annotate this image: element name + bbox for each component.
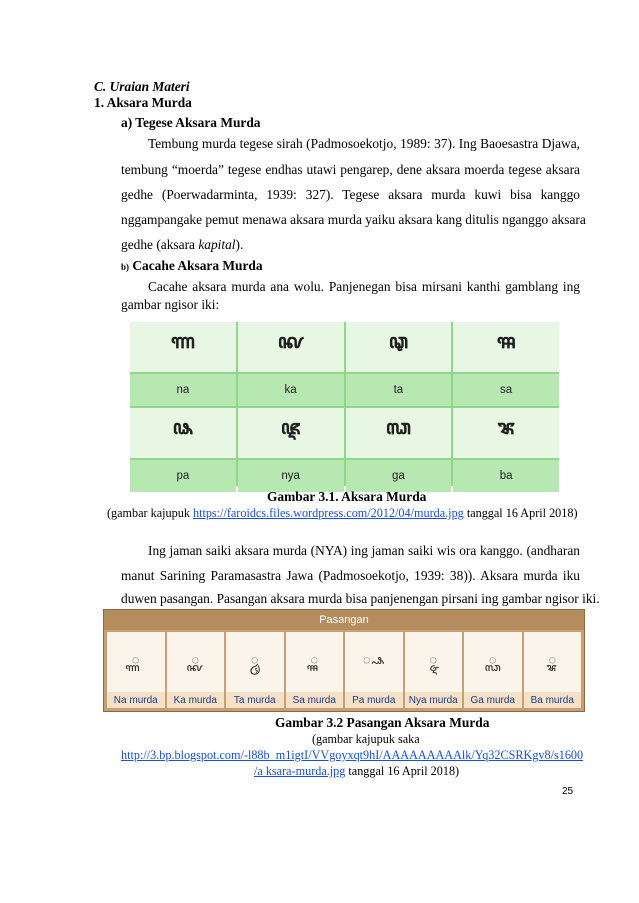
para-a-line: nggampangake pemut menawa aksara murda yaiku aksara kang ditulis nganggo aksara: [121, 212, 586, 227]
para-c-line: duwen pasangan. Pasangan aksara murda bisa panjenengan pirsani ing gambar ngisor iki.: [121, 591, 600, 606]
pasangan-glyph: ꧀ꦦ: [345, 632, 403, 692]
section-heading: C. Uraian Materi: [94, 79, 190, 94]
murda-latin: na: [130, 374, 236, 406]
murda-glyph: ꦨ: [453, 408, 559, 458]
pasangan-label: Na murda: [107, 692, 165, 708]
source-2-link[interactable]: http://3.bp.blogspot.com/-l88b_m1igtI/VVgoyxqt9hI/AAAAAAAAAlk/Yq32CSRKgv8/s1600: [121, 748, 584, 762]
pasangan-label: Pa murda: [345, 692, 403, 708]
murda-latin: nya: [238, 460, 344, 492]
subsection-title: 1. Aksara Murda: [94, 95, 192, 110]
murda-glyph: ꦦ: [130, 408, 236, 458]
para-c-line: manut Sarining Paramasastra Jawa (Padmosoekotjo, 1939: 38)). Aksara murda iku: [121, 568, 580, 583]
pasangan-label: Ta murda: [226, 692, 284, 708]
para-a-line: Tembung murda tegese sirah (Padmosoekotjo, 1989: 37). Ing Baoesastra Djawa,: [148, 136, 580, 151]
pasangan-glyph: ꧀ꦓ: [464, 632, 522, 692]
source-1-suffix: tanggal 16 April 2018): [463, 506, 578, 520]
source-1-link[interactable]: https://faroidcs.files.wordpress.com/2012/04/murda.jpg: [192, 506, 464, 520]
sub-b-marker: b): [121, 262, 130, 272]
para-a-last-line: [121, 237, 243, 253]
sub-b-title-text: Cacahe Aksara Murda: [132, 258, 263, 273]
pasangan-cell: [107, 632, 165, 708]
pasangan-glyph: ꧀ꦡ: [226, 632, 284, 692]
para-b-line: Cacahe aksara murda ana wolu. Panjenegan bisa mirsani kanthi gamblang ing: [148, 279, 580, 294]
para-a-text-end: ).: [235, 237, 244, 252]
pasangan-cell: [464, 632, 522, 708]
pasangan-glyph: ꧀ꦘ: [405, 632, 463, 692]
pasangan-glyph: ꧀ꦟ: [107, 632, 165, 692]
murda-glyph: ꦓ: [346, 408, 452, 458]
figure-source-2-link-line: [121, 747, 583, 763]
pasangan-label: Ba murda: [524, 692, 582, 708]
pasangan-label: Ka murda: [167, 692, 225, 708]
murda-latin: ta: [346, 374, 452, 406]
figure-caption-1: Gambar 3.1. Aksara Murda: [267, 489, 427, 504]
figure-source-2-end: [254, 763, 459, 779]
pasangan-table: [103, 609, 585, 712]
pasangan-glyph: ꧀ꦨ: [524, 632, 582, 692]
pasangan-cell: [226, 632, 284, 708]
pasangan-cell: [345, 632, 403, 708]
murda-glyph: ꦟ: [130, 322, 236, 372]
pasangan-glyph: ꧀ꦑ: [167, 632, 225, 692]
murda-glyph: ꦑ: [238, 322, 344, 372]
source-1-prefix: (gambar kajupuk: [107, 506, 193, 520]
murda-latin: pa: [130, 460, 236, 492]
murda-glyph: ꦯ: [453, 322, 559, 372]
sub-a-title: a) Tegese Aksara Murda: [121, 115, 261, 130]
murda-glyph: ꦡ: [346, 322, 452, 372]
murda-latin: ga: [346, 460, 452, 492]
pasangan-cell: [524, 632, 582, 708]
para-a-italic: kapital: [198, 237, 236, 252]
figure-source-2-intro: (gambar kajupuk saka: [312, 732, 420, 746]
figure-source-1: [107, 505, 578, 521]
aksara-murda-table: [130, 322, 559, 486]
pasangan-cell: [167, 632, 225, 708]
pasangan-cell: [405, 632, 463, 708]
para-a-line: tembung “moerda” tegese endhas utawi pengarep, dene aksara moerda tegese aksara: [121, 162, 580, 177]
murda-latin: ka: [238, 374, 344, 406]
para-a-line: gedhe (Poerwadarminta, 1939: 327). Tegese aksara murda kuwi bisa kanggo: [121, 187, 580, 202]
source-2-link-cont[interactable]: /a ksara-murda.jpg: [254, 764, 346, 778]
figure-caption-2: Gambar 3.2 Pasangan Aksara Murda: [275, 715, 490, 730]
para-a-text: gedhe (aksara: [121, 237, 199, 252]
pasangan-label: Sa murda: [286, 692, 344, 708]
para-c-line: Ing jaman saiki aksara murda (NYA) ing jaman saiki wis ora kanggo. (andharan: [148, 543, 580, 558]
murda-latin: sa: [453, 374, 559, 406]
pasangan-header: Pasangan: [104, 610, 584, 630]
murda-glyph: ꦘ: [238, 408, 344, 458]
page-number: 25: [562, 786, 574, 797]
pasangan-glyph: ꧀ꦯ: [286, 632, 344, 692]
pasangan-cell: [286, 632, 344, 708]
pasangan-label: Nya murda: [405, 692, 463, 708]
sub-b-title: [121, 258, 263, 275]
source-2-suffix: tanggal 16 April 2018): [345, 764, 460, 778]
pasangan-label: Ga murda: [464, 692, 522, 708]
para-b-line: gambar ngisor iki:: [121, 297, 220, 312]
murda-latin: ba: [453, 460, 559, 492]
